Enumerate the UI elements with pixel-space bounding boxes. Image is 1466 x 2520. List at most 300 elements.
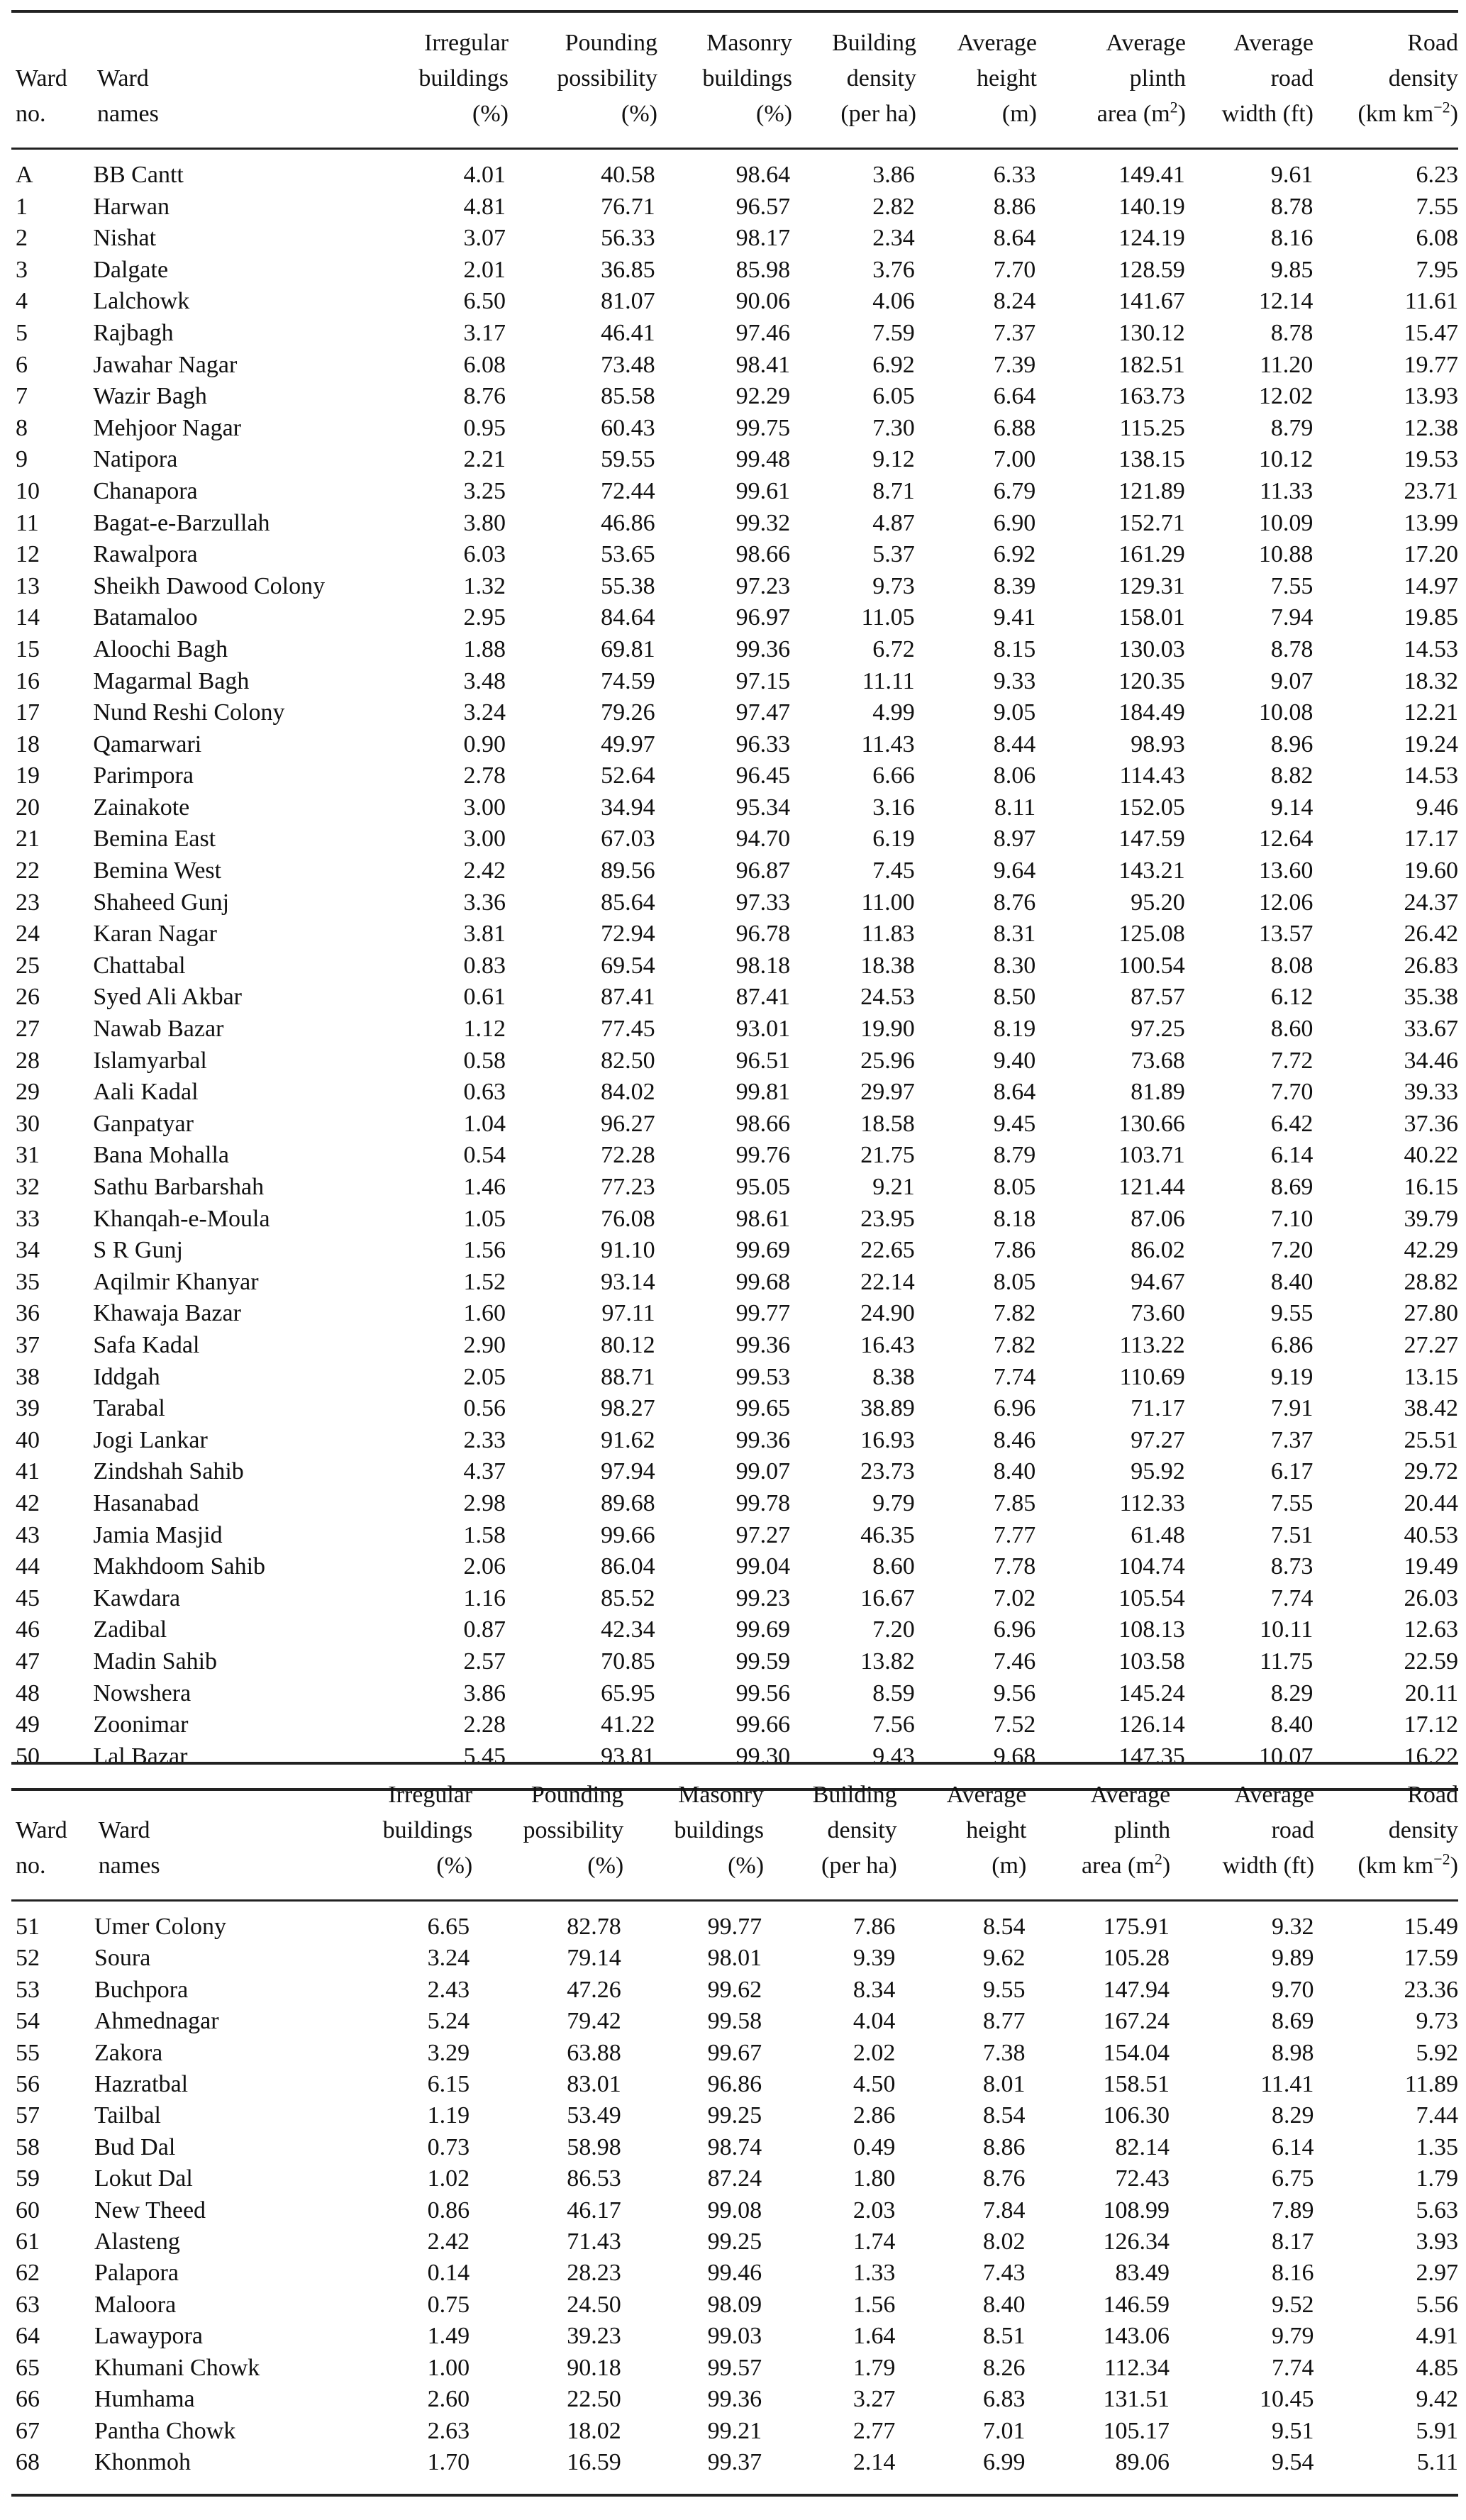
cell-masonry-buildings: 97.47 [735,699,791,726]
cell-irregular-buildings: 2.33 [463,1426,506,1453]
cell-ward-no: 27 [16,1016,40,1043]
cell-ward-name: Alasteng [94,2228,180,2255]
cell-ward-name: Khanqah-e-Moula [93,1205,270,1232]
cell-average-height: 8.77 [982,2008,1026,2035]
table-row [11,1109,1458,1140]
cell-average-plinth-area: 105.54 [1118,1584,1185,1611]
cell-average-road-width: 9.89 [1271,1945,1314,1972]
table-row [11,1267,1458,1299]
cell-road-density: 35.38 [1404,984,1458,1011]
cell-average-height: 7.38 [982,2039,1026,2066]
cell-average-height: 8.18 [993,1205,1036,1232]
cell-ward-name: Zoonimar [93,1711,189,1738]
cell-pounding-possibility: 83.01 [567,2071,621,2098]
cell-ward-name: Maloora [94,2291,177,2318]
cell-irregular-buildings: 2.42 [463,857,506,884]
cell-ward-name: Qamarwari [93,731,202,757]
cell-average-road-width: 6.75 [1271,2165,1314,2192]
cell-irregular-buildings: 3.48 [463,667,506,694]
cell-average-height: 7.82 [993,1300,1036,1327]
cell-pounding-possibility: 39.23 [567,2323,621,2350]
cell-road-density: 39.79 [1404,1205,1458,1232]
cell-average-road-width: 8.73 [1270,1553,1314,1580]
cell-building-density: 2.02 [853,2039,896,2066]
cell-pounding-possibility: 74.59 [601,667,655,694]
cell-masonry-buildings: 96.87 [735,857,791,884]
cell-average-plinth-area: 131.51 [1103,2386,1170,2413]
cell-ward-no: 14 [16,604,40,631]
cell-ward-name: Lokut Dal [94,2165,193,2192]
cell-masonry-buildings: 85.98 [735,256,791,283]
cell-average-plinth-area: 73.68 [1131,1047,1185,1074]
cell-average-plinth-area: 105.17 [1103,2417,1170,2444]
cell-masonry-buildings: 93.01 [735,1016,791,1043]
cell-irregular-buildings: 3.25 [463,477,506,504]
cell-building-density: 9.43 [872,1743,915,1770]
cell-building-density: 2.82 [872,193,915,220]
cell-average-plinth-area: 113.22 [1119,1331,1185,1358]
cell-average-road-width: 8.08 [1270,952,1314,979]
cell-ward-no: 67 [16,2417,40,2444]
cell-building-density: 11.43 [861,731,915,757]
table-row [11,697,1458,729]
table-row [11,1488,1458,1520]
cell-ward-name: New Theed [94,2197,206,2224]
cell-average-road-width: 9.32 [1271,1914,1314,1940]
cell-average-height: 8.44 [993,731,1036,757]
cell-average-plinth-area: 175.91 [1103,1914,1170,1940]
cell-ward-no: 60 [16,2197,40,2224]
cell-road-density: 1.79 [1416,2165,1458,2192]
col-header-average-plinth-area: Average plinth area $(m^2)$ [1096,30,1186,127]
cell-ward-no: 61 [16,2228,40,2255]
cell-average-height: 9.68 [993,1743,1036,1770]
cell-average-height: 6.90 [993,509,1036,536]
cell-ward-no: 65 [16,2354,40,2381]
cell-ward-name: Dalgate [93,256,169,283]
cell-building-density: 1.74 [853,2228,896,2255]
cell-masonry-buildings: 99.58 [707,2008,762,2035]
cell-road-density: 38.42 [1404,1395,1458,1422]
cell-pounding-possibility: 16.59 [567,2448,621,2475]
cell-average-plinth-area: 86.02 [1131,1237,1185,1264]
col-header-ward-no: Ward no. [16,65,67,127]
cell-building-density: 5.37 [872,541,915,568]
cell-building-density: 4.04 [853,2008,896,2035]
cell-irregular-buildings: 2.06 [463,1553,506,1580]
cell-ward-no: 3 [16,256,28,283]
cell-pounding-possibility: 98.27 [601,1395,655,1422]
cell-ward-name: Khonmoh [94,2448,191,2475]
cell-masonry-buildings: 92.29 [735,383,791,410]
cell-pounding-possibility: 53.49 [567,2102,621,2129]
table-row [11,286,1458,318]
cell-pounding-possibility: 42.34 [601,1616,655,1643]
cell-average-road-width: 8.40 [1270,1711,1314,1738]
cell-irregular-buildings: 1.16 [463,1584,506,1611]
cell-average-plinth-area: 120.35 [1118,667,1185,694]
table-row [11,918,1458,950]
cell-pounding-possibility: 97.94 [601,1458,655,1485]
cell-masonry-buildings: 99.08 [707,2197,762,2224]
cell-ward-no: 56 [16,2071,40,2098]
cell-average-plinth-area: 182.51 [1118,351,1185,378]
cell-pounding-possibility: 91.10 [601,1237,655,1264]
col-header-irregular-buildings: Irregular buildings (%) [418,30,509,127]
cell-ward-name: Parimpora [93,762,194,789]
cell-ward-no: 1 [16,193,28,220]
table-row [11,2132,1458,2163]
cell-masonry-buildings: 94.70 [735,826,791,853]
cell-average-height: 7.46 [993,1648,1036,1675]
cell-masonry-buildings: 99.61 [735,477,791,504]
cell-building-density: 0.49 [853,2133,896,2160]
cell-masonry-buildings: 99.69 [735,1616,791,1643]
cell-masonry-buildings: 96.97 [735,604,791,631]
cell-masonry-buildings: 98.61 [735,1205,791,1232]
col-header-pounding-possibility: Pounding possibility (%) [557,30,657,127]
cell-road-density: 27.27 [1404,1331,1458,1358]
cell-average-plinth-area: 108.13 [1118,1616,1185,1643]
cell-pounding-possibility: 49.97 [601,731,655,757]
cell-average-plinth-area: 73.60 [1131,1300,1185,1327]
cell-irregular-buildings: 3.24 [427,1945,470,1972]
cell-average-road-width: 8.40 [1270,1268,1314,1295]
cell-ward-name: Bagat-e-Barzullah [93,509,270,536]
cell-pounding-possibility: 46.41 [601,319,655,346]
cell-ward-no: 28 [16,1047,40,1074]
cell-ward-name: Mehjoor Nagar [93,414,241,441]
cell-average-road-width: 6.14 [1271,2133,1314,2160]
cell-average-plinth-area: 103.71 [1118,1142,1185,1169]
cell-pounding-possibility: 46.17 [567,2197,621,2224]
cell-average-plinth-area: 110.69 [1119,1363,1185,1390]
cell-irregular-buildings: 3.00 [463,794,506,821]
cell-ward-name: Nishat [93,225,157,252]
cell-pounding-possibility: 24.50 [567,2291,621,2318]
cell-masonry-buildings: 98.01 [707,1945,762,1972]
cell-irregular-buildings: 3.29 [427,2039,470,2066]
table-row [11,1646,1458,1678]
cell-pounding-possibility: 34.94 [601,794,655,821]
cell-masonry-buildings: 99.57 [707,2354,762,2381]
table-row [11,729,1458,761]
cell-average-height: 8.31 [993,921,1036,948]
col-header-masonry-buildings: Masonry buildings (%) [674,1782,765,1879]
cell-road-density: 19.77 [1404,351,1458,378]
cell-masonry-buildings: 99.23 [735,1584,791,1611]
cell-average-road-width: 7.20 [1270,1237,1314,1264]
cell-road-density: 12.63 [1404,1616,1458,1643]
cell-road-density: 23.71 [1404,477,1458,504]
cell-building-density: 7.86 [853,1914,896,1940]
cell-road-density: 40.53 [1404,1521,1458,1548]
cell-road-density: 26.42 [1404,921,1458,948]
table-row [11,2447,1458,2494]
cell-ward-name: Chattabal [93,952,186,979]
table-row [11,823,1458,855]
cell-average-road-width: 11.41 [1260,2071,1314,2098]
cell-pounding-possibility: 93.14 [601,1268,655,1295]
cell-ward-name: Batamaloo [93,604,198,631]
cell-irregular-buildings: 3.81 [463,921,506,948]
cell-masonry-buildings: 96.45 [735,762,791,789]
cell-masonry-buildings: 99.37 [707,2448,762,2475]
cell-ward-no: 5 [16,319,28,346]
cell-average-height: 8.64 [993,225,1036,252]
cell-building-density: 9.39 [853,1945,896,1972]
cell-irregular-buildings: 4.01 [463,162,506,188]
cell-average-plinth-area: 72.43 [1115,2165,1170,2192]
cell-pounding-possibility: 84.02 [601,1079,655,1106]
cell-pounding-possibility: 84.64 [601,604,655,631]
cell-masonry-buildings: 99.25 [707,2102,762,2129]
cell-irregular-buildings: 1.49 [427,2323,470,2350]
cell-building-density: 9.21 [872,1174,915,1200]
cell-average-plinth-area: 141.67 [1118,288,1185,315]
cell-masonry-buildings: 98.66 [735,1110,791,1137]
cell-road-density: 12.38 [1404,414,1458,441]
cell-building-density: 21.75 [860,1142,915,1169]
cell-average-plinth-area: 147.59 [1118,826,1185,853]
cell-pounding-possibility: 82.78 [567,1914,621,1940]
cell-road-density: 16.15 [1404,1174,1458,1200]
cell-road-density: 7.95 [1416,256,1458,283]
table-row [11,413,1458,445]
cell-average-road-width: 8.78 [1270,319,1314,346]
cell-average-height: 9.41 [993,604,1036,631]
cell-average-height: 7.01 [982,2417,1026,2444]
cell-average-road-width: 9.07 [1270,667,1314,694]
cell-ward-name: Aloochi Bagh [93,635,228,662]
cell-pounding-possibility: 82.50 [601,1047,655,1074]
cell-average-road-width: 8.69 [1270,1174,1314,1200]
cell-masonry-buildings: 99.75 [735,414,791,441]
cell-ward-no: 17 [16,699,40,726]
cell-irregular-buildings: 3.17 [463,319,506,346]
cell-building-density: 16.43 [860,1331,915,1358]
cell-average-plinth-area: 158.01 [1118,604,1185,631]
cell-average-road-width: 8.78 [1270,193,1314,220]
cell-average-height: 7.00 [993,446,1036,473]
table-row [11,1902,1458,1943]
cell-ward-name: Khumani Chowk [94,2354,260,2381]
cell-masonry-buildings: 97.33 [735,889,791,916]
cell-masonry-buildings: 87.24 [707,2165,762,2192]
cell-building-density: 13.82 [860,1648,915,1675]
table-row [11,571,1458,603]
cell-pounding-possibility: 72.44 [601,477,655,504]
cell-average-plinth-area: 128.59 [1118,256,1185,283]
cell-average-plinth-area: 95.20 [1131,889,1185,916]
cell-building-density: 29.97 [860,1079,915,1106]
cell-irregular-buildings: 2.28 [463,1711,506,1738]
table-row [11,1709,1458,1741]
cell-average-height: 9.05 [993,699,1036,726]
cell-ward-name: Sathu Barbarshah [93,1174,265,1200]
table-row [11,1140,1458,1172]
cell-pounding-possibility: 60.43 [601,414,655,441]
cell-building-density: 7.59 [872,319,915,346]
cell-irregular-buildings: 1.19 [427,2102,470,2129]
cell-road-density: 26.83 [1404,952,1458,979]
cell-road-density: 6.08 [1416,225,1458,252]
cell-masonry-buildings: 96.78 [735,921,791,948]
cell-average-plinth-area: 130.12 [1118,319,1185,346]
cell-average-plinth-area: 152.05 [1118,794,1185,821]
cell-ward-name: Zadibal [93,1616,167,1643]
cell-road-density: 17.17 [1404,826,1458,853]
cell-average-plinth-area: 158.51 [1103,2071,1170,2098]
cell-road-density: 29.72 [1404,1458,1458,1485]
cell-road-density: 1.35 [1416,2133,1458,2160]
cell-building-density: 1.33 [853,2260,896,2287]
cell-masonry-buildings: 97.27 [735,1521,791,1548]
cell-ward-name: Harwan [93,193,170,220]
cell-road-density: 11.61 [1404,288,1458,315]
cell-ward-name: Syed Ali Akbar [93,984,242,1011]
cell-road-density: 26.03 [1404,1584,1458,1611]
cell-masonry-buildings: 99.25 [707,2228,762,2255]
cell-building-density: 19.90 [860,1016,915,1043]
cell-irregular-buildings: 1.46 [463,1174,506,1200]
cell-irregular-buildings: 1.58 [463,1521,506,1548]
cell-average-road-width: 9.51 [1271,2417,1314,2444]
cell-irregular-buildings: 3.80 [463,509,506,536]
cell-pounding-possibility: 80.12 [601,1331,655,1358]
cell-ward-no: 57 [16,2102,40,2129]
cell-irregular-buildings: 4.37 [463,1458,506,1485]
cell-building-density: 6.05 [872,383,915,410]
cell-irregular-buildings: 0.56 [463,1395,506,1422]
cell-building-density: 6.19 [872,826,915,853]
cell-masonry-buildings: 99.36 [735,1331,791,1358]
cell-average-plinth-area: 146.59 [1103,2291,1170,2318]
cell-average-road-width: 9.19 [1270,1363,1314,1390]
col-header-irregular-buildings: Irregular buildings (%) [382,1782,473,1879]
cell-ward-no: 10 [16,477,40,504]
cell-average-road-width: 8.16 [1271,2260,1314,2287]
cell-average-plinth-area: 106.30 [1103,2102,1170,2129]
col-header-building-density: Building density (per ha) [812,1782,897,1879]
cell-pounding-possibility: 81.07 [601,288,655,315]
cell-average-road-width: 10.11 [1260,1616,1314,1643]
cell-ward-name: Sheikh Dawood Colony [93,572,326,599]
cell-masonry-buildings: 99.77 [735,1300,791,1327]
cell-building-density: 3.76 [872,256,915,283]
cell-irregular-buildings: 3.24 [463,699,506,726]
cell-building-density: 24.53 [860,984,915,1011]
cell-irregular-buildings: 3.00 [463,826,506,853]
cell-ward-no: 11 [16,509,39,536]
cell-pounding-possibility: 79.26 [601,699,655,726]
cell-building-density: 4.06 [872,288,915,315]
cell-ward-no: 18 [16,731,40,757]
cell-average-height: 7.84 [982,2197,1026,2224]
cell-pounding-possibility: 93.81 [601,1743,655,1770]
cell-ward-name: Wazir Bagh [93,383,207,410]
cell-average-height: 8.15 [993,635,1036,662]
col-header-average-road-width: Average road width (ft) [1222,1782,1315,1879]
cell-ward-no: 24 [16,921,40,948]
cell-average-height: 8.54 [982,1914,1026,1940]
cell-average-plinth-area: 138.15 [1118,446,1185,473]
cell-ward-no: 4 [16,288,28,315]
cell-average-road-width: 9.54 [1271,2448,1314,2475]
cell-pounding-possibility: 69.81 [601,635,655,662]
cell-average-plinth-area: 89.06 [1115,2448,1170,2475]
cell-masonry-buildings: 96.33 [735,731,791,757]
cell-road-density: 16.22 [1404,1743,1458,1770]
cell-irregular-buildings: 0.87 [463,1616,506,1643]
cell-masonry-buildings: 99.48 [735,446,791,473]
cell-irregular-buildings: 4.81 [463,193,506,220]
cell-road-density: 5.11 [1416,2448,1458,2475]
table-row [11,2226,1458,2258]
cell-ward-name: Shaheed Gunj [93,889,230,916]
cell-ward-name: Islamyarbal [93,1047,207,1074]
cell-ward-name: Hazratbal [94,2071,189,2098]
cell-irregular-buildings: 2.60 [427,2386,470,2413]
cell-average-road-width: 8.69 [1271,2008,1314,2035]
cell-ward-no: 30 [16,1110,40,1137]
cell-ward-no: 66 [16,2386,40,2413]
cell-building-density: 8.60 [872,1553,915,1580]
cell-pounding-possibility: 87.41 [601,984,655,1011]
cell-pounding-possibility: 36.85 [601,256,655,283]
cell-irregular-buildings: 0.14 [427,2260,470,2287]
cell-average-height: 8.26 [982,2354,1026,2381]
col-header-building-density: Building density (per ha) [831,30,916,127]
cell-irregular-buildings: 1.02 [427,2165,470,2192]
cell-pounding-possibility: 56.33 [601,225,655,252]
cell-average-height: 8.54 [982,2102,1026,2129]
cell-irregular-buildings: 8.76 [463,383,506,410]
cell-ward-name: Bemina West [93,857,222,884]
cell-average-height: 7.78 [993,1553,1036,1580]
table-row [11,1077,1458,1109]
cell-road-density: 17.12 [1404,1711,1458,1738]
cell-masonry-buildings: 98.18 [735,952,791,979]
table-row [11,2038,1458,2069]
cell-ward-name: Aqilmir Khanyar [93,1268,259,1295]
table-row [11,2195,1458,2226]
cell-ward-no: 32 [16,1174,40,1200]
cell-average-height: 6.88 [993,414,1036,441]
cell-irregular-buildings: 2.01 [463,256,506,283]
cell-masonry-buildings: 95.05 [735,1174,791,1200]
cell-road-density: 15.47 [1404,319,1458,346]
cell-average-plinth-area: 147.94 [1103,1976,1170,2003]
table-row [11,2163,1458,2194]
cell-ward-name: Humhama [94,2386,195,2413]
cell-ward-no: 13 [16,572,40,599]
cell-average-plinth-area: 103.58 [1118,1648,1185,1675]
cell-ward-name: Lal Bazar [93,1743,188,1770]
cell-ward-name: Natipora [93,446,178,473]
cell-average-plinth-area: 130.66 [1118,1110,1185,1137]
cell-average-plinth-area: 108.99 [1103,2197,1170,2224]
cell-pounding-possibility: 76.08 [601,1205,655,1232]
cell-average-plinth-area: 94.67 [1131,1268,1185,1295]
cell-ward-no: 19 [16,762,40,789]
cell-average-plinth-area: 167.24 [1103,2008,1170,2035]
cell-irregular-buildings: 1.05 [463,1205,506,1232]
cell-average-road-width: 10.88 [1258,541,1314,568]
cell-ward-no: 55 [16,2039,40,2066]
cell-ward-no: 49 [16,1711,40,1738]
cell-building-density: 11.83 [861,921,915,948]
